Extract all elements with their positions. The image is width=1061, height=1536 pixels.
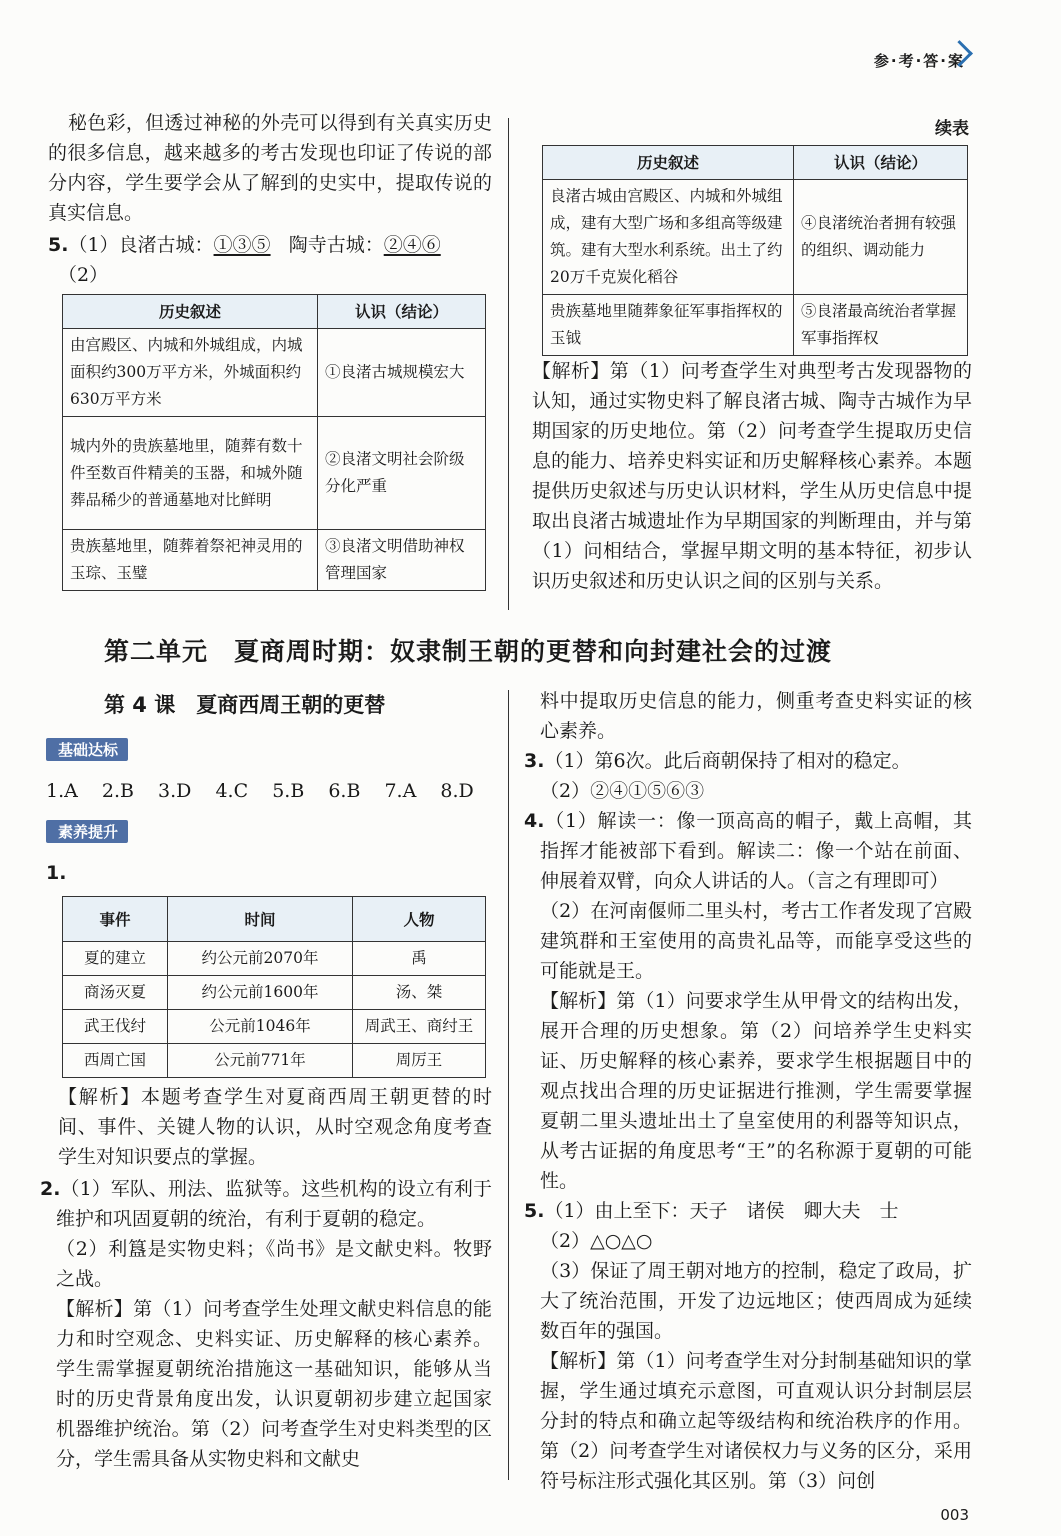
table-row bbox=[543, 180, 968, 295]
table-row bbox=[63, 417, 486, 530]
question-number: 2. bbox=[40, 1178, 61, 1200]
question-number: 4. bbox=[524, 810, 545, 832]
analysis-paragraph: 【解析】第（1）问要求学生从甲骨文的结构出发，展开合理的历史想象。第（2）问培养学生史料实证、历史解释的核心素养，要求学生根据题目中的观点找出合理的历史证据进行推测，学生需要掌握夏朝二里头遗址出土了皇室使用的利器等知识点，从考古证据的角度思考“王”的名称源于夏朝的可能性。 bbox=[540, 990, 972, 1192]
question-number: 3. bbox=[524, 750, 545, 772]
question-5-part-2: （2） bbox=[58, 264, 109, 286]
table-header: 认识（结论） bbox=[318, 295, 486, 329]
question-number: 5. bbox=[524, 1200, 545, 1222]
choice-answers bbox=[46, 776, 474, 806]
answer-text: （1）由上至下：天子 诸侯 卿大夫 士 bbox=[544, 1200, 899, 1222]
table-row bbox=[63, 976, 486, 1010]
table-header: 历史叙述 bbox=[63, 295, 318, 329]
question-5-part-2: （2）△○△○ bbox=[540, 1230, 653, 1252]
question-5-part-1 bbox=[524, 1196, 972, 1226]
choice-answer: 3.D bbox=[158, 780, 192, 802]
top-left-column bbox=[48, 108, 492, 290]
choice-answer: 2.B bbox=[101, 780, 134, 802]
table-row bbox=[63, 942, 486, 976]
right-answer-table bbox=[542, 145, 968, 356]
table-cell: 约公元前1600年 bbox=[168, 976, 353, 1010]
table-cell: 夏的建立 bbox=[63, 942, 168, 976]
table-cell: 由宫殿区、内城和外城组成，内城面积约300万平方米，外城面积约630万平方米 bbox=[63, 329, 318, 417]
column-divider-top bbox=[508, 118, 509, 610]
question-3-part-1 bbox=[524, 746, 972, 776]
table-cell: ①良渚古城规模宏大 bbox=[318, 329, 486, 417]
analysis-paragraph: 【解析】本题考查学生对夏商西周王朝更替的时间、事件、关键人物的认识，从时空观念角度考查学生对知识要点的掌握。 bbox=[58, 1086, 492, 1168]
page-header-title: 参·考·答·案 bbox=[873, 52, 965, 70]
table-cell: 商汤灭夏 bbox=[63, 976, 168, 1010]
answer-text: （1）第6次。此后商朝保持了相对的稳定。 bbox=[544, 750, 911, 772]
table-cell: 汤、桀 bbox=[353, 976, 486, 1010]
dynasty-table bbox=[62, 896, 486, 1078]
section-tag-advanced: 素养提升 bbox=[46, 820, 128, 843]
choice-answer: 6.B bbox=[328, 780, 361, 802]
analysis-paragraph: 【解析】第（1）问考查学生处理文献史料信息的能力和时空观念、史料实证、历史解释的核心素养。学生需掌握夏朝统治措施这一基础知识，能够从当时的历史背景角度出发，认识夏朝初步建立起国家机器维护统治。第（2）问考查学生对史料类型的区分，学生需具备从实物史料和文献史 bbox=[56, 1298, 492, 1470]
table-cell: 公元前1046年 bbox=[168, 1010, 353, 1044]
table-header: 人物 bbox=[353, 897, 486, 942]
answer-label: 陶寺古城： bbox=[288, 234, 384, 256]
section-tag-basic: 基础达标 bbox=[46, 738, 128, 761]
choice-answer: 8.D bbox=[440, 780, 474, 802]
table-cell: 周武王、商纣王 bbox=[353, 1010, 486, 1044]
analysis-paragraph: 【解析】第（1）问考查学生对分封制基础知识的掌握，学生通过填充示意图，可直观认识分封制层层分封的特点和确立起等级结构和统治秩序的作用。第（2）问考查学生对诸侯权力与义务的区分，采用符号标注形式强化其区别。第（3）问创 bbox=[540, 1350, 972, 1492]
lesson-title: 第 4 课 夏商西周王朝的更替 bbox=[104, 693, 386, 717]
table-header: 历史叙述 bbox=[543, 146, 794, 180]
right-bottom-column bbox=[524, 686, 972, 1496]
table-cell: ②良渚文明社会阶级分化严重 bbox=[318, 417, 486, 530]
answer-text: （1）解读一：像一顶高高的帽子，戴上高帽，其指挥才能被部下看到。解读二：像一个站在前面、伸展着双臂，向众人讲话的人。（言之有理即可） bbox=[540, 810, 972, 892]
table-cell: 贵族墓地里，随葬着祭祀神灵用的玉琮、玉璧 bbox=[63, 530, 318, 591]
paragraph: 秘色彩，但透过神秘的外壳可以得到有关真实历史的很多信息，越来越多的考古发现也印证了传说的部分内容，学生要学会从了解到的史实中，提取传说的真实信息。 bbox=[48, 112, 492, 224]
question-5-part-1 bbox=[48, 230, 492, 260]
table-row bbox=[543, 295, 968, 356]
choice-answer: 5.B bbox=[272, 780, 305, 802]
table-cell: 武王伐纣 bbox=[63, 1010, 168, 1044]
question-4-part-2: （2）在河南偃师二里头村，考古工作者发现了宫殿建筑群和王室使用的高贵礼品等，而能享受这些的可能就是王。 bbox=[540, 900, 972, 982]
question-2-part-2: （2）利簋是实物史料；《尚书》是文献史料。牧野之战。 bbox=[56, 1238, 492, 1290]
page-number: 003 bbox=[940, 1506, 969, 1524]
table-header: 认识（结论） bbox=[794, 146, 968, 180]
left-answer-table bbox=[62, 294, 486, 591]
column-divider-bottom bbox=[508, 690, 509, 1480]
question-number: 5. bbox=[48, 234, 69, 256]
table-cell: ③良渚文明借助神权管理国家 bbox=[318, 530, 486, 591]
question-5-part-3: （3）保证了周王朝对地方的控制，稳定了政局，扩大了统治范围，开发了边远地区；使西周成为延续数百年的强国。 bbox=[540, 1260, 972, 1342]
table-cell: 约公元前2070年 bbox=[168, 942, 353, 976]
question-2 bbox=[40, 1174, 492, 1474]
table-cell: 公元前771年 bbox=[168, 1044, 353, 1078]
answer-value: ②④⑥ bbox=[383, 234, 441, 256]
answer-text: （1）军队、刑法、监狱等。这些机构的设立有利于维护和巩固夏朝的统治，有利于夏朝的稳定。 bbox=[56, 1178, 492, 1230]
question-number: 1. bbox=[46, 862, 67, 884]
table-header: 事件 bbox=[63, 897, 168, 942]
choice-answer: 1.A bbox=[46, 780, 78, 802]
table-cell: 禹 bbox=[353, 942, 486, 976]
table-header: 时间 bbox=[168, 897, 353, 942]
table-cell: 城内外的贵族墓地里，随葬有数十件至数百件精美的玉器，和城外随葬品稀少的普通墓地对比鲜明 bbox=[63, 417, 318, 530]
choice-answer: 4.C bbox=[215, 780, 249, 802]
question-3-part-2: （2）②④①⑤⑥③ bbox=[540, 780, 705, 802]
analysis-paragraph: 【解析】第（1）问考查学生对典型考古发现器物的认知，通过实物史料了解良渚古城、陶寺古城作为早期国家的历史地位。第（2）问考查学生提取历史信息的能力、培养史料实证和历史解释核心素养。本题提供历史叙述与历史认识材料，学生从历史信息中提取出良渚古城遗址作为早期国家的判断理由，并与第（1）问相结合，掌握早期文明的基本特征，初步认识历史叙述和历史认识之间的区别与关系。 bbox=[532, 360, 972, 592]
answer-value: ①③⑤ bbox=[213, 234, 271, 256]
table-cell: 西周亡国 bbox=[63, 1044, 168, 1078]
table-cell: ④良渚统治者拥有较强的组织、调动能力 bbox=[794, 180, 968, 295]
choice-answer: 7.A bbox=[384, 780, 417, 802]
table-row bbox=[63, 329, 486, 417]
table-cell: 良渚古城由宫殿区、内城和外城组成，建有大型广场和多组高等级建筑。建有大型水利系统。出土了约20万千克炭化稻谷 bbox=[543, 180, 794, 295]
table-row bbox=[63, 1044, 486, 1078]
table-row bbox=[63, 530, 486, 591]
continued-label: 续表 bbox=[935, 119, 969, 139]
question-2-part-1 bbox=[40, 1174, 492, 1234]
top-right-analysis bbox=[532, 356, 972, 596]
paragraph: 料中提取历史信息的能力，侧重考查史料实证的核心素养。 bbox=[540, 690, 972, 742]
table-cell: ⑤良渚最高统治者掌握军事指挥权 bbox=[794, 295, 968, 356]
table-cell: 贵族墓地里随葬象征军事指挥权的玉钺 bbox=[543, 295, 794, 356]
unit-title: 第二单元 夏商周时期：奴隶制王朝的更替和向封建社会的过渡 bbox=[104, 637, 833, 666]
answer-label: （1）良渚古城： bbox=[68, 234, 214, 256]
table-cell: 周厉王 bbox=[353, 1044, 486, 1078]
table-row bbox=[63, 1010, 486, 1044]
left-bottom-column bbox=[58, 1082, 492, 1172]
question-4-part-1 bbox=[524, 806, 972, 896]
